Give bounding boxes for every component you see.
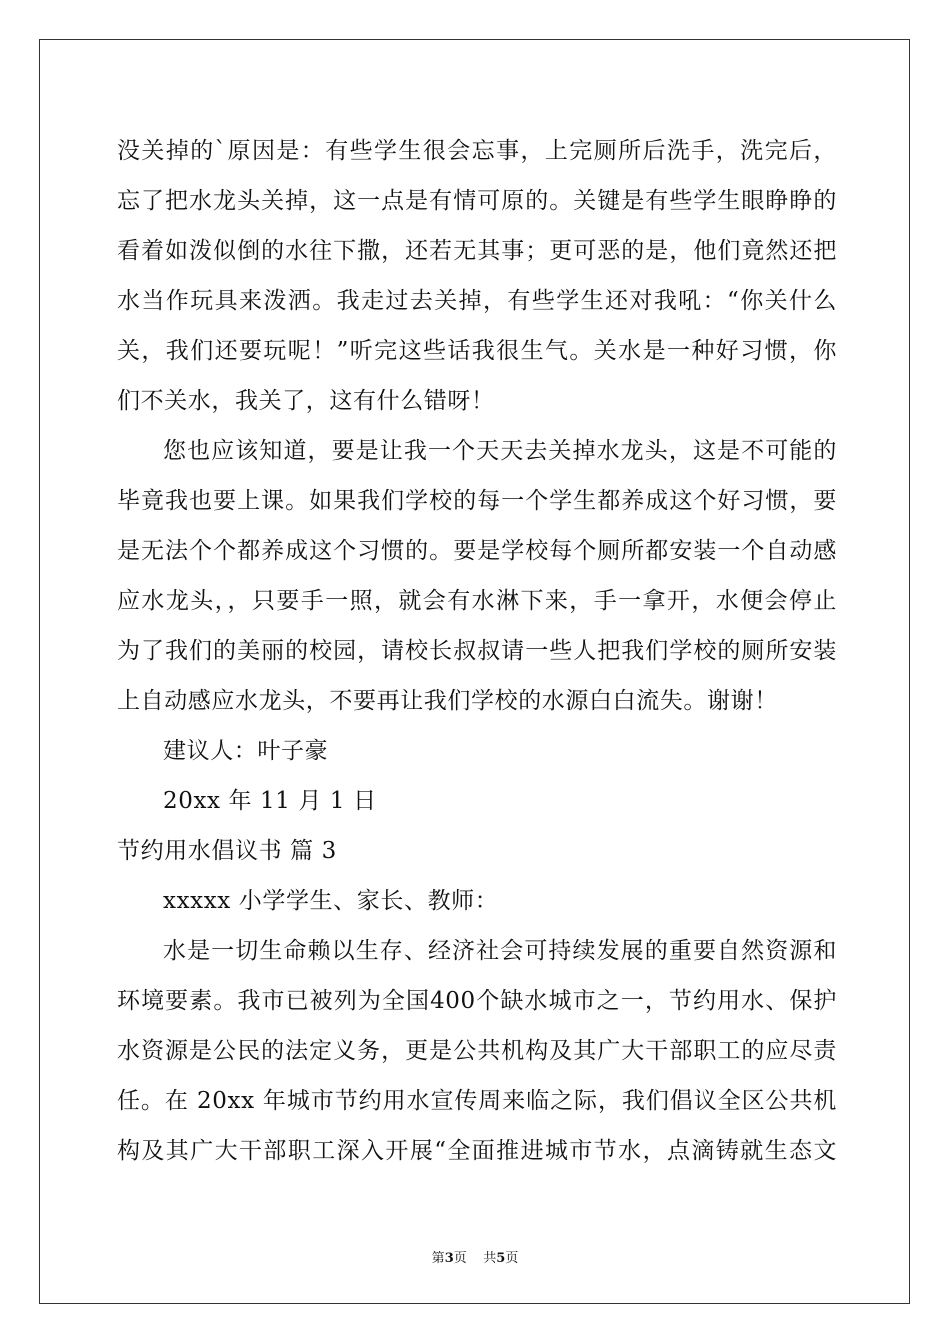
date-line: 20xx 年 11 月 1 日: [163, 788, 377, 814]
text-line: 应水龙头，，只要手一照，就会有水淋下来，手一拿开，水便会停止: [117, 588, 837, 614]
page-footer: [0, 1247, 950, 1266]
text-line: 看着如泼似倒的水往下撒，还若无其事；更可恶的是，他们竟然还把: [117, 238, 837, 264]
text-line: 水当作玩具来泼洒。我走过去关掉，有些学生还对我吼：“你关什么: [117, 288, 837, 314]
text-line: 是无法个个都养成这个习惯的。要是学校每个厕所都安装一个自动感: [117, 538, 837, 564]
text-line: 上自动感应水龙头，不要再让我们学校的水源白白流失。谢谢！: [117, 688, 778, 714]
signature-line: 建议人：叶子豪: [163, 738, 329, 764]
text-line: 为了我们的美丽的校园，请校长叔叔请一些人把我们学校的厕所安装: [117, 638, 837, 664]
footer-suffix: 页: [505, 1251, 519, 1266]
document-body: [117, 126, 837, 1176]
footer-prefix: 第: [431, 1251, 445, 1266]
text-line: 任。在 20xx 年城市节约用水宣传周来临之际，我们倡议全区公共机: [117, 1088, 837, 1114]
text-line: 环境要素。我市已被列为全国400个缺水城市之一，节约用水、保护: [117, 988, 837, 1014]
text-line: 们不关水，我关了，这有什么错呀！: [117, 388, 495, 414]
text-line: 忘了把水龙头关掉，这一点是有情可原的。关键是有些学生眼睁睁的: [117, 188, 837, 214]
footer-page-number: 3: [444, 1251, 454, 1266]
salutation-line: xxxxx 小学学生、家长、教师：: [163, 888, 499, 914]
text-line: 毕竟我也要上课。如果我们学校的每一个学生都养成这个好习惯，要: [117, 488, 837, 514]
section-heading: 节约用水倡议书 篇 3: [117, 838, 337, 864]
footer-total-pages: 5: [496, 1251, 506, 1266]
text-line: 没关掉的`原因是：有些学生很会忘事，上完厕所后洗手，洗完后，: [117, 138, 837, 164]
text-line: 关，我们还要玩呢！”听完这些话我很生气。关水是一种好习惯，你: [117, 338, 837, 364]
text-line: 构及其广大干部职工深入开展“全面推进城市节水，点滴铸就生态文: [117, 1138, 837, 1164]
paragraph-first-line: 水是一切生命赖以生存、经济社会可持续发展的重要自然资源和: [163, 938, 837, 964]
text-line: 水资源是公民的法定义务，更是公共机构及其广大干部职工的应尽责: [117, 1038, 837, 1064]
paragraph-first-line: 您也应该知道，要是让我一个天天去关掉水龙头，这是不可能的: [163, 438, 837, 464]
footer-mid: 页 共: [453, 1251, 497, 1266]
